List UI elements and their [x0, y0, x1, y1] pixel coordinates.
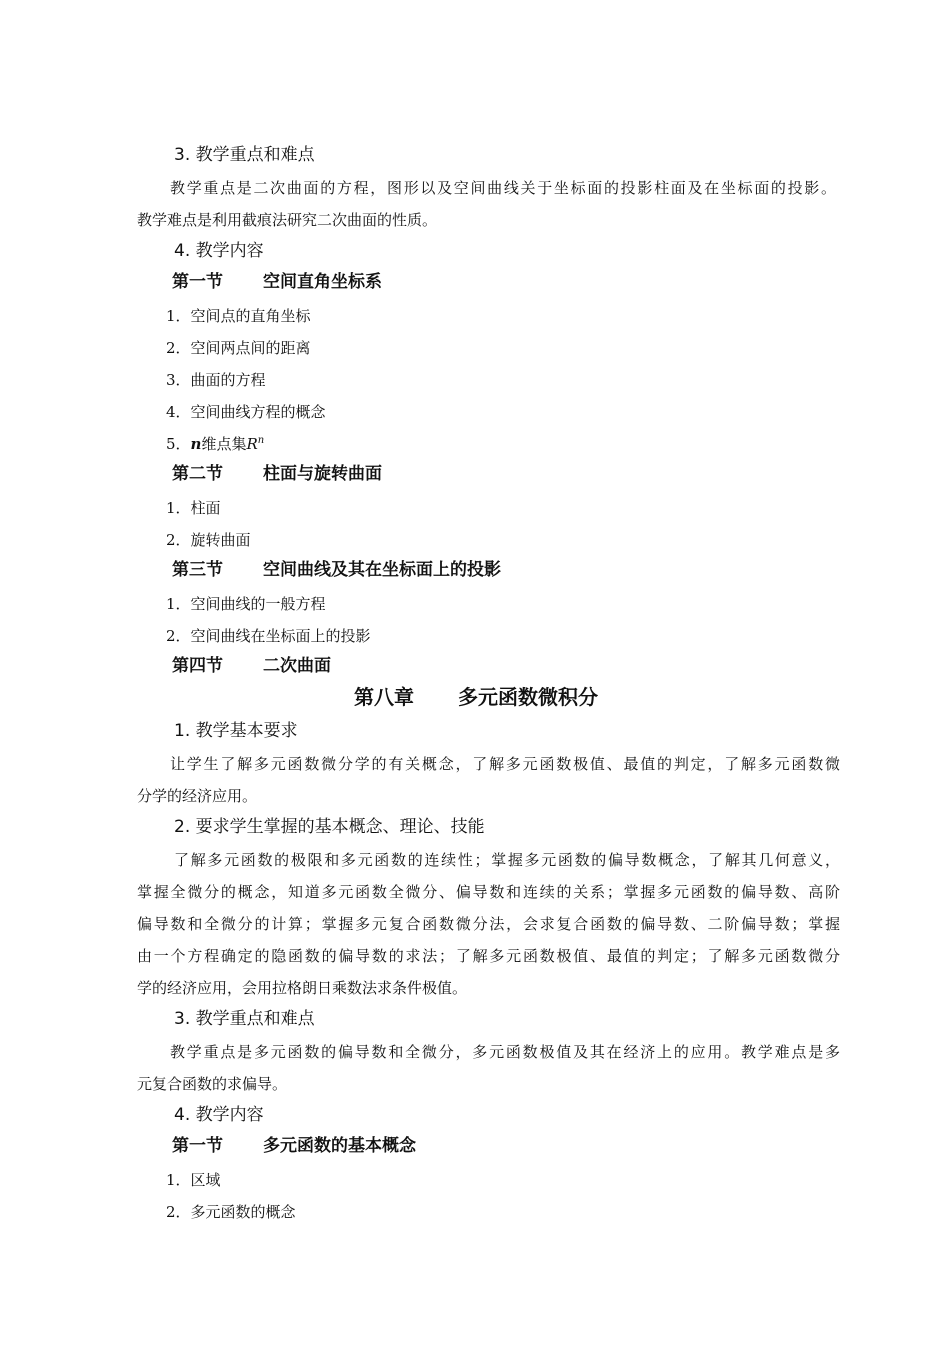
- paragraph-line: 教学重点是二次曲面的方程，图形以及空间曲线关于坐标面的投影柱面及在坐标面的投影。: [170, 179, 836, 197]
- list-item: 2．空间曲线在坐标面上的投影: [166, 627, 371, 645]
- section-heading: [172, 1137, 416, 1157]
- chapter-number: 第八章: [354, 685, 414, 709]
- section-number: 第一节: [172, 1136, 223, 1156]
- list-item: 2．空间两点间的距离: [166, 339, 311, 357]
- heading-teaching-content: 4. 教学内容: [174, 241, 264, 261]
- list-item: 1．空间曲线的一般方程: [166, 595, 326, 613]
- list-item-text: 维点集: [201, 435, 247, 453]
- chapter-title: [0, 686, 952, 709]
- paragraph-line: 了解多元函数的极限和多元函数的连续性；掌握多元函数的偏导数概念，了解其几何意义，: [174, 851, 840, 869]
- section-number: 第二节: [172, 464, 223, 484]
- heading-concepts-skills: 2. 要求学生掌握的基本概念、理论、技能: [174, 817, 485, 837]
- list-item: 4．空间曲线方程的概念: [166, 403, 326, 421]
- math-superscript-n: n: [257, 435, 265, 446]
- section-title: 多元函数的基本概念: [263, 1136, 416, 1156]
- heading-teaching-focus: 3. 教学重点和难点: [174, 1009, 315, 1029]
- list-item: 1．空间点的直角坐标: [166, 307, 311, 325]
- list-item: 3．曲面的方程: [166, 371, 266, 389]
- list-item: 1．柱面: [166, 499, 221, 517]
- section-number: 第三节: [172, 560, 223, 580]
- paragraph-line: 元复合函数的求偏导。: [137, 1075, 288, 1093]
- section-title: 空间曲线及其在坐标面上的投影: [263, 560, 501, 580]
- list-item: 2．多元函数的概念: [166, 1203, 296, 1221]
- paragraph-line: 分学的经济应用。: [137, 787, 258, 805]
- list-item: 2．旋转曲面: [166, 531, 251, 549]
- paragraph-line: 由一个方程确定的隐函数的偏导数的求法；了解多元函数极值、最值的判定；了解多元函数微分: [137, 947, 840, 965]
- heading-teaching-content: 4. 教学内容: [174, 1105, 264, 1125]
- section-title: 二次曲面: [263, 656, 331, 676]
- paragraph-line: 教学难点是利用截痕法研究二次曲面的性质。: [137, 211, 438, 229]
- section-title: 空间直角坐标系: [263, 272, 382, 292]
- section-heading: [172, 561, 501, 581]
- paragraph-line: 学的经济应用，会用拉格朗日乘数法求条件极值。: [137, 979, 468, 997]
- heading-teaching-focus: 3. 教学重点和难点: [174, 145, 315, 165]
- list-item: 1．区域: [166, 1171, 221, 1189]
- chapter-name: 多元函数微积分: [458, 685, 598, 709]
- section-heading: [172, 657, 331, 677]
- math-R: R: [246, 435, 258, 453]
- list-item: [166, 435, 264, 453]
- section-number: 第四节: [172, 656, 223, 676]
- paragraph-line: 教学重点是多元函数的偏导数和全微分，多元函数极值及其在经济上的应用。教学难点是多: [170, 1043, 840, 1061]
- section-heading: [172, 465, 382, 485]
- section-heading: [172, 273, 382, 293]
- section-number: 第一节: [172, 272, 223, 292]
- paragraph-line: 偏导数和全微分的计算；掌握多元复合函数微分法，会求复合函数的偏导数、二阶偏导数；掌握: [137, 915, 840, 933]
- list-item-prefix: 5．: [166, 435, 191, 453]
- section-title: 柱面与旋转曲面: [263, 464, 382, 484]
- heading-basic-requirements: 1. 教学基本要求: [174, 721, 298, 741]
- paragraph-line: 让学生了解多元函数微分学的有关概念，了解多元函数极值、最值的判定，了解多元函数微: [170, 755, 840, 773]
- paragraph-line: 掌握全微分的概念，知道多元函数全微分、偏导数和连续的关系；掌握多元函数的偏导数、高阶: [137, 883, 840, 901]
- math-n: n: [190, 435, 202, 453]
